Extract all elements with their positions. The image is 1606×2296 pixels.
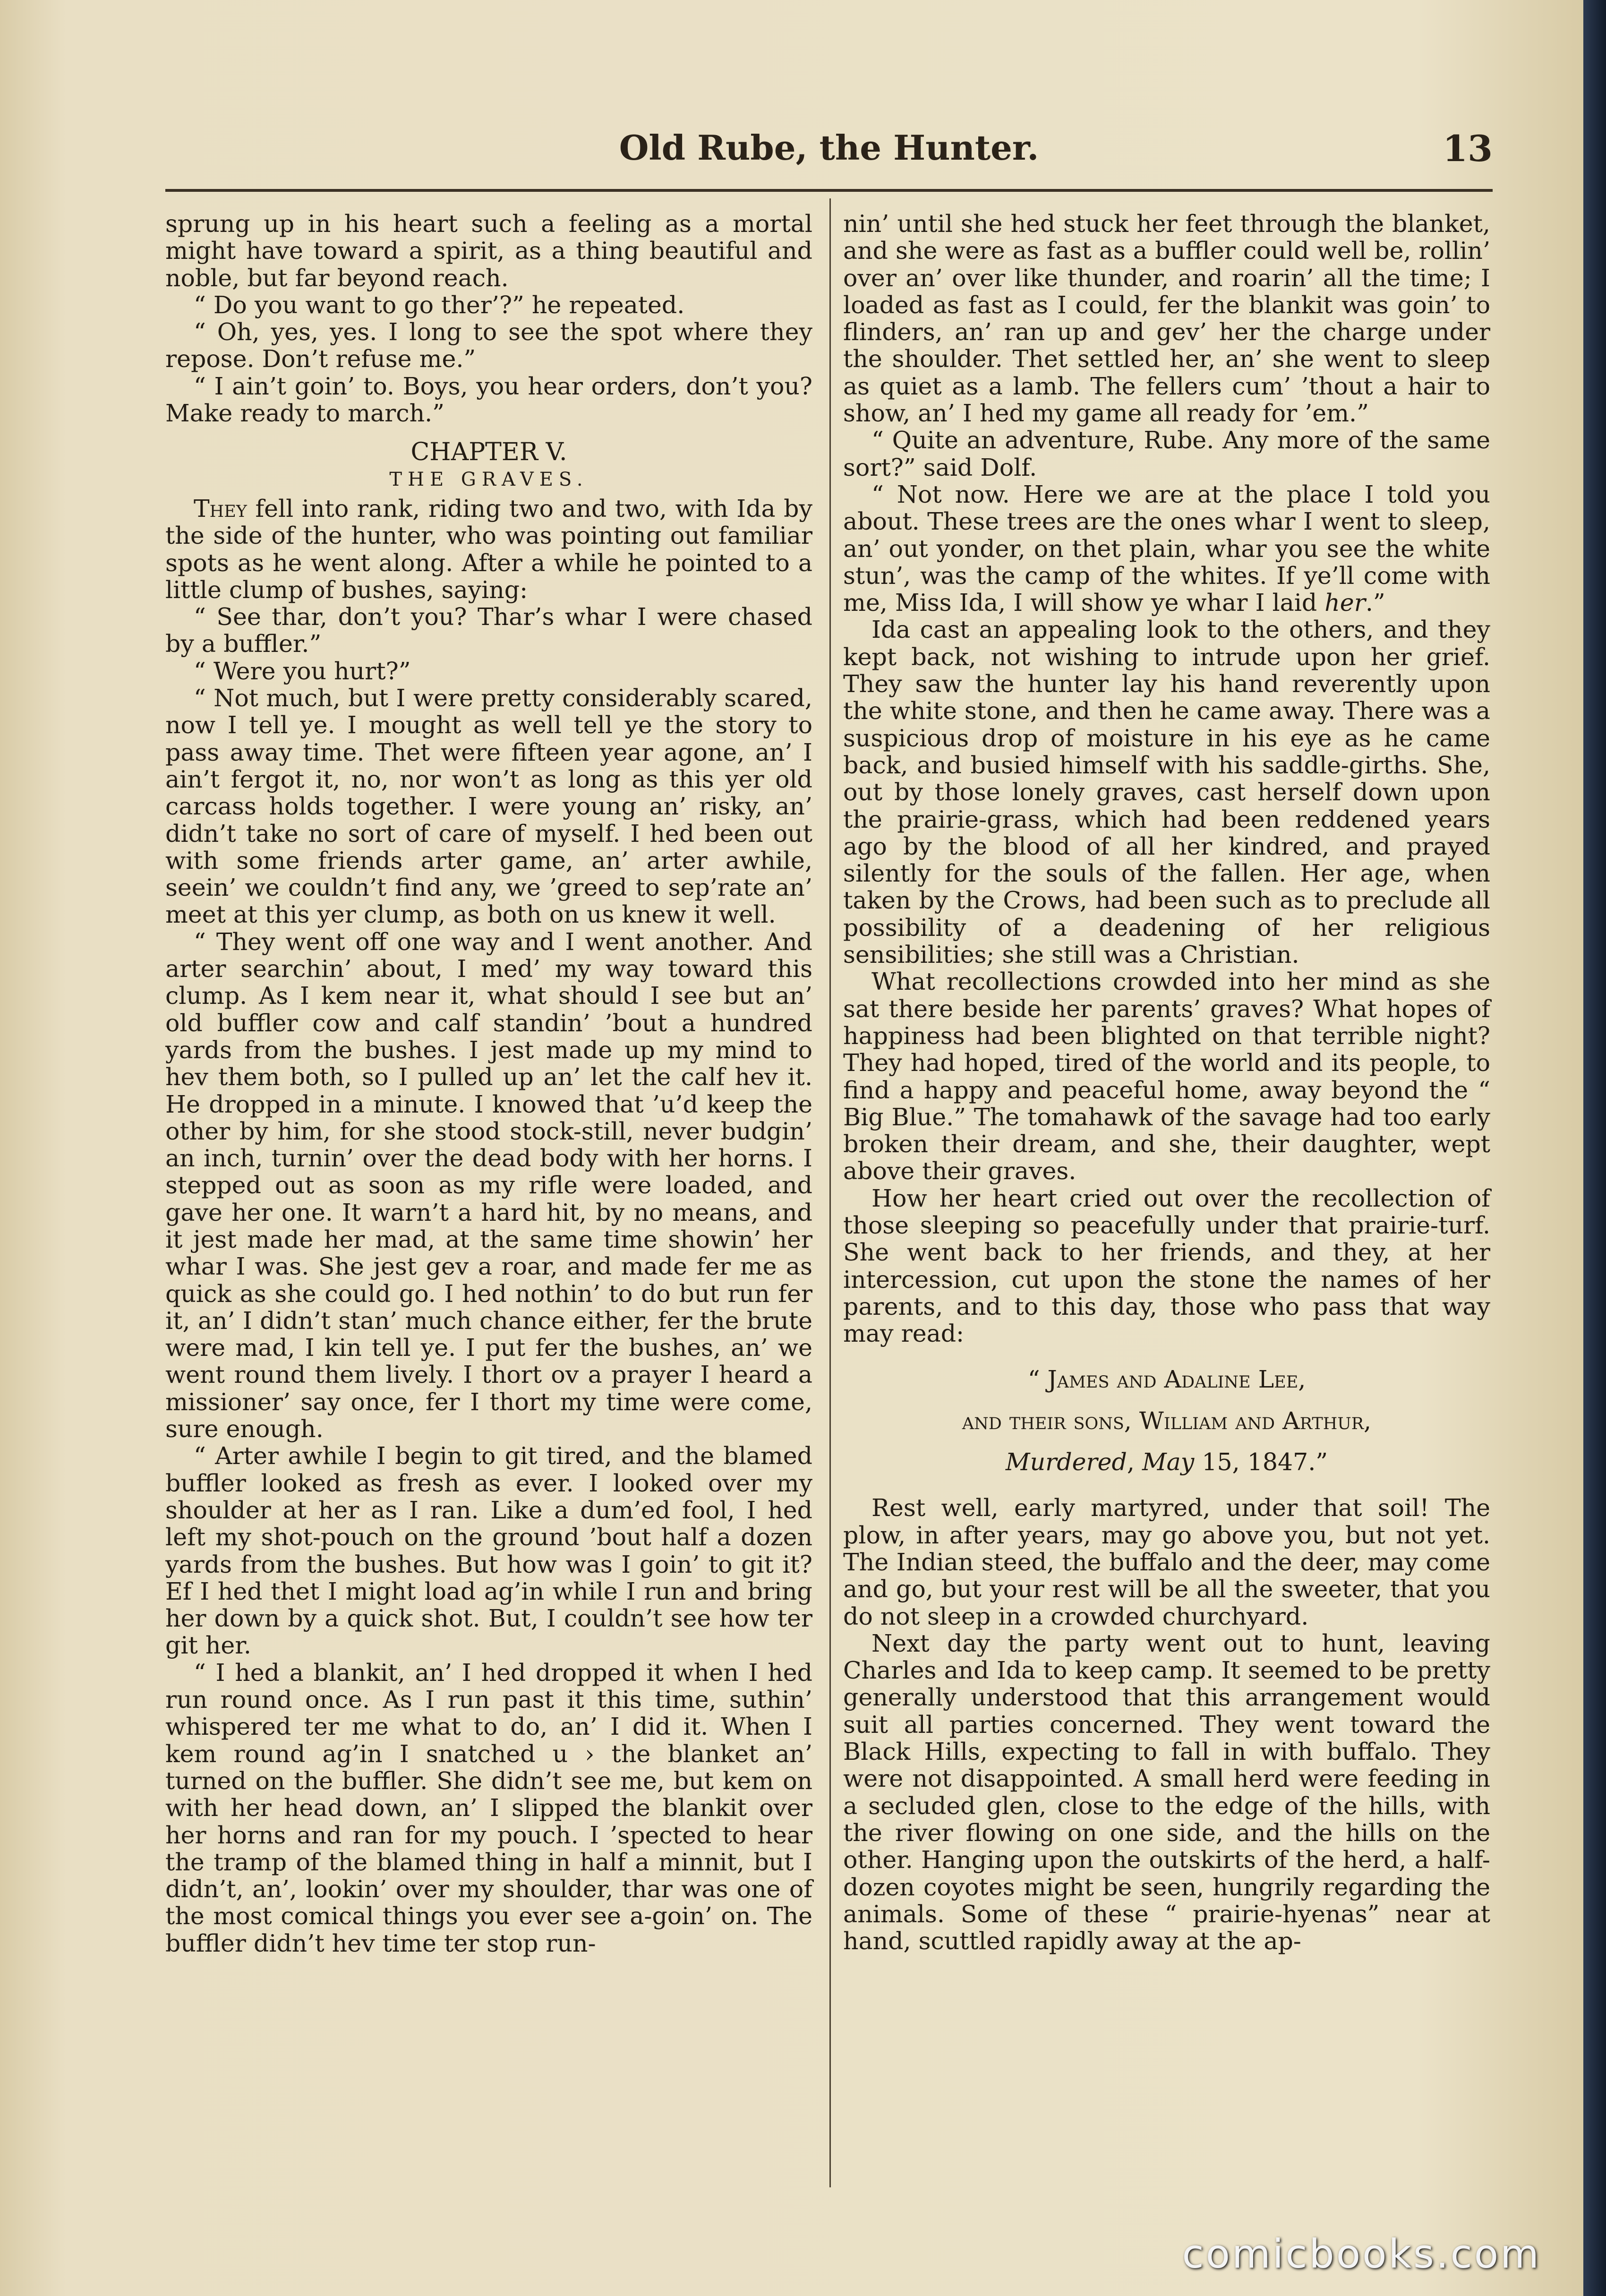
watermark: comicbooks.com — [1182, 2231, 1541, 2277]
inscription-text: , — [1127, 1448, 1142, 1476]
inscription-line: and their sons, William and Arthur, — [962, 1406, 1372, 1435]
paragraph: “ I hed a blankit, an’ I hed dropped it when I hed run round once. As I run past it this time, suthin’ whispered ter me what to do, an’ I did it. When I kem round ag’in I snatched u › the blanket an’ turned on the buffler. She didn’t see me, but kem on with her head down, an’ I slipped the blankit over her horns and ran for my pouch. I ’spected to hear the tramp of the blamed thing in half a minnit, but I didn’t, an’, lookin’ over my shoulder, thar was one of the most comical things you ever see a-goin’ on. The buffler didn’t hev time ter stop run- — [165, 1658, 812, 1957]
paragraph: “ Were you hurt?” — [194, 657, 411, 685]
paragraph: sprung up in his heart such a feeling as a mortal might have toward a spirit, as a thing beautiful and noble, but far beyond reach. — [165, 210, 812, 292]
paragraph: Next day the party went out to hunt, leaving Charles and Ida to keep camp. It seemed to be pretty generally understood that this arrangement would suit all parties concerned. They went toward the Black Hills, expecting to fall in with buffalo. They were not disappointed. A small herd were feeding in a secluded glen, close to the edge of the hills, with the river flowing on one side, and the hills on the other. Hanging upon the outskirts of the herd, a half-dozen coyotes might be seen, hungrily regarding the animals. Some of these “ prairie-hyenas” near at hand, scuttled rapidly away at the ap- — [843, 1629, 1490, 1955]
emphasis: Murdered — [1005, 1448, 1127, 1476]
paragraph: nin’ until she hed stuck her feet through the blanket, and she were as fast as a buffler could well be, rollin’ over an’ over like thunder, and roarin’ all the time; I loaded as fast as I could, fer the blankit was goin’ to flinders, an’ ran up and gev’ her the charge under the shoulder. Thet settled her, an’ she went to sleep as quiet as a lamb. The fellers cum’ ’thout a hair to show, an’ I hed my game all ready for ’em.” — [843, 210, 1491, 428]
paragraph-text: fell into rank, riding two and two, with Ida by the side of the hunter, who was pointing out familiar spots as he went along. After a while he pointed to a little clump of bushes, saying: — [165, 494, 812, 604]
emphasis: May — [1142, 1448, 1195, 1476]
paragraph: “ I ain’t goin’ to. Boys, you hear orders, don’t you? Make ready to march.” — [165, 372, 812, 428]
paragraph: “ Not much, but I were pretty considerably scared, now I tell ye. I mought as well tell ye the story to pass away time. Thet were fifteen year agone, an’ I ain’t fergot it, no, nor won’t as long as this yer old carcass holds together. I were young an’ risky, an’ didn’t take no sort of care of myself. I hed been out with some friends arter game, an’ arter awhile, seein’ we couldn’t find any, we ’greed to sep’rate an’ meet at this yer clump, as both on us knew it well. — [165, 684, 812, 929]
paragraph: “ Do you want to go ther’?” he repeated. — [194, 291, 685, 319]
paragraph — [165, 495, 812, 603]
inscription-text: 15, 1847.” — [1194, 1448, 1328, 1476]
paragraph: Rest well, early martyred, under that soil! The plow, in after years, may go above you, but not yet. The Indian steed, the buffalo and the deer, may come and go, but your rest will be all the sweeter, that you do not sleep in a crowded churchyard. — [843, 1494, 1490, 1630]
paragraph-text: “ Not now. Here we are at the place I told you about. These trees are the ones whar I went to sleep, an’ out yonder, on thet plain, whar you see the white stun’, was the camp of the whites. If ye’ll come with me, Miss Ida, I will show ye whar I laid — [843, 480, 1490, 617]
paragraph: Ida cast an appealing look to the others, and they kept back, not wishing to intrude upon her grief. They saw the hunter lay his hand reverently upon the white stone, and then he came away. There was a suspicious drop of moisture in his eye as he came back, and busied himself with his saddle-girths. She, out by those lonely graves, cast herself down upon the prairie-grass, which had been reddened years ago by the blood of all her kindred, and prayed silently for the souls of the fallen. Her age, when taken by the Crows, had been such as to preclude all possibility of a deadening of her religious sensibilities; she still was a Christian. — [843, 616, 1490, 969]
chapter-subtitle: THE GRAVES. — [389, 468, 589, 490]
inscription-line: “ James and Adaline Lee, — [1027, 1365, 1306, 1394]
left-column — [165, 210, 812, 1957]
paragraph: How her heart cried out over the recollection of those sleeping so peacefully under that prairie-turf. She went back to her friends, and they, at her intercession, cut upon the stone the names of her parents, and to this day, those who pass that way may read: — [843, 1184, 1490, 1348]
paragraph: “ They went off one way and I went another. And arter searchin’ about, I med’ my way toward this clump. As I kem near it, what should I see but an’ old buffler cow and calf standin’ ’bout a hundred yards from the bushes. I jest made up my mind to hev them both, so I pulled up an’ let the calf hev it. He dropped in a minute. I knowed that ’u’d keep the other by him, for she stood stock-still, never budgin’ an inch, turnin’ over the dead body with her horns. I stepped out as soon as my rifle were loaded, and gave her one. It warn’t a hard hit, by no means, and it jest made her mad, at the same time showin’ her whar I was. She jest gev a roar, and made fer me as quick as she could go. I hed nothin’ to do but run fer it, an’ I didn’t stan’ much chance either, fer the brute were mad, I kin tell ye. I put fer the bushes, an’ we went round them lively. I thort ov a prayer I heard a missioner’ say once, fer I thort my time were come, sure enough. — [165, 927, 812, 1443]
running-header — [165, 118, 1493, 175]
chapter-heading: CHAPTER V. — [410, 438, 567, 467]
column-divider — [829, 198, 831, 2187]
paragraph: What recollections crowded into her mind as she sat there beside her parents’ graves? What hopes of happiness had been blighted on that terrible night? They had hoped, tired of the world and its people, to find a happy and peaceful home, away beyond the “ Big Blue.” The tomahawk of the savage had too early broken their dream, and she, their daughter, wept above their graves. — [843, 968, 1490, 1185]
header-rule — [165, 189, 1493, 192]
paragraph: “ Arter awhile I begin to git tired, and the blamed buffler looked as fresh as ever. I looked over my shoulder at her as I ran. Like a dum’ed fool, I hed left my shot-pouch on the ground ’bout half a dozen yards from the bushes. But how was I goin’ to git it? Ef I hed thet I might load ag’in while I run and bring her down by a quick shot. But, I couldn’t see how ter git her. — [165, 1442, 812, 1660]
gravestone-inscription — [843, 1366, 1490, 1475]
page-number: 13 — [1443, 128, 1493, 170]
lead-word: They — [194, 494, 247, 523]
running-title: Old Rube, the Hunter. — [619, 128, 1039, 168]
paragraph: “ See thar, don’t you? Thar’s whar I were chased by a buffler.” — [165, 603, 812, 658]
emphasis: her — [1324, 589, 1366, 617]
right-column — [843, 210, 1490, 1954]
paragraph: “ Quite an adventure, Rube. Any more of the same sort?” said Dolf. — [843, 426, 1490, 481]
paragraph — [843, 481, 1490, 616]
page-edge-shadow — [1583, 0, 1606, 2296]
paragraph-text: .” — [1365, 589, 1385, 617]
paragraph: “ Oh, yes, yes. I long to see the spot where they repose. Don’t refuse me.” — [165, 318, 812, 373]
inscription-line — [843, 1448, 1490, 1475]
